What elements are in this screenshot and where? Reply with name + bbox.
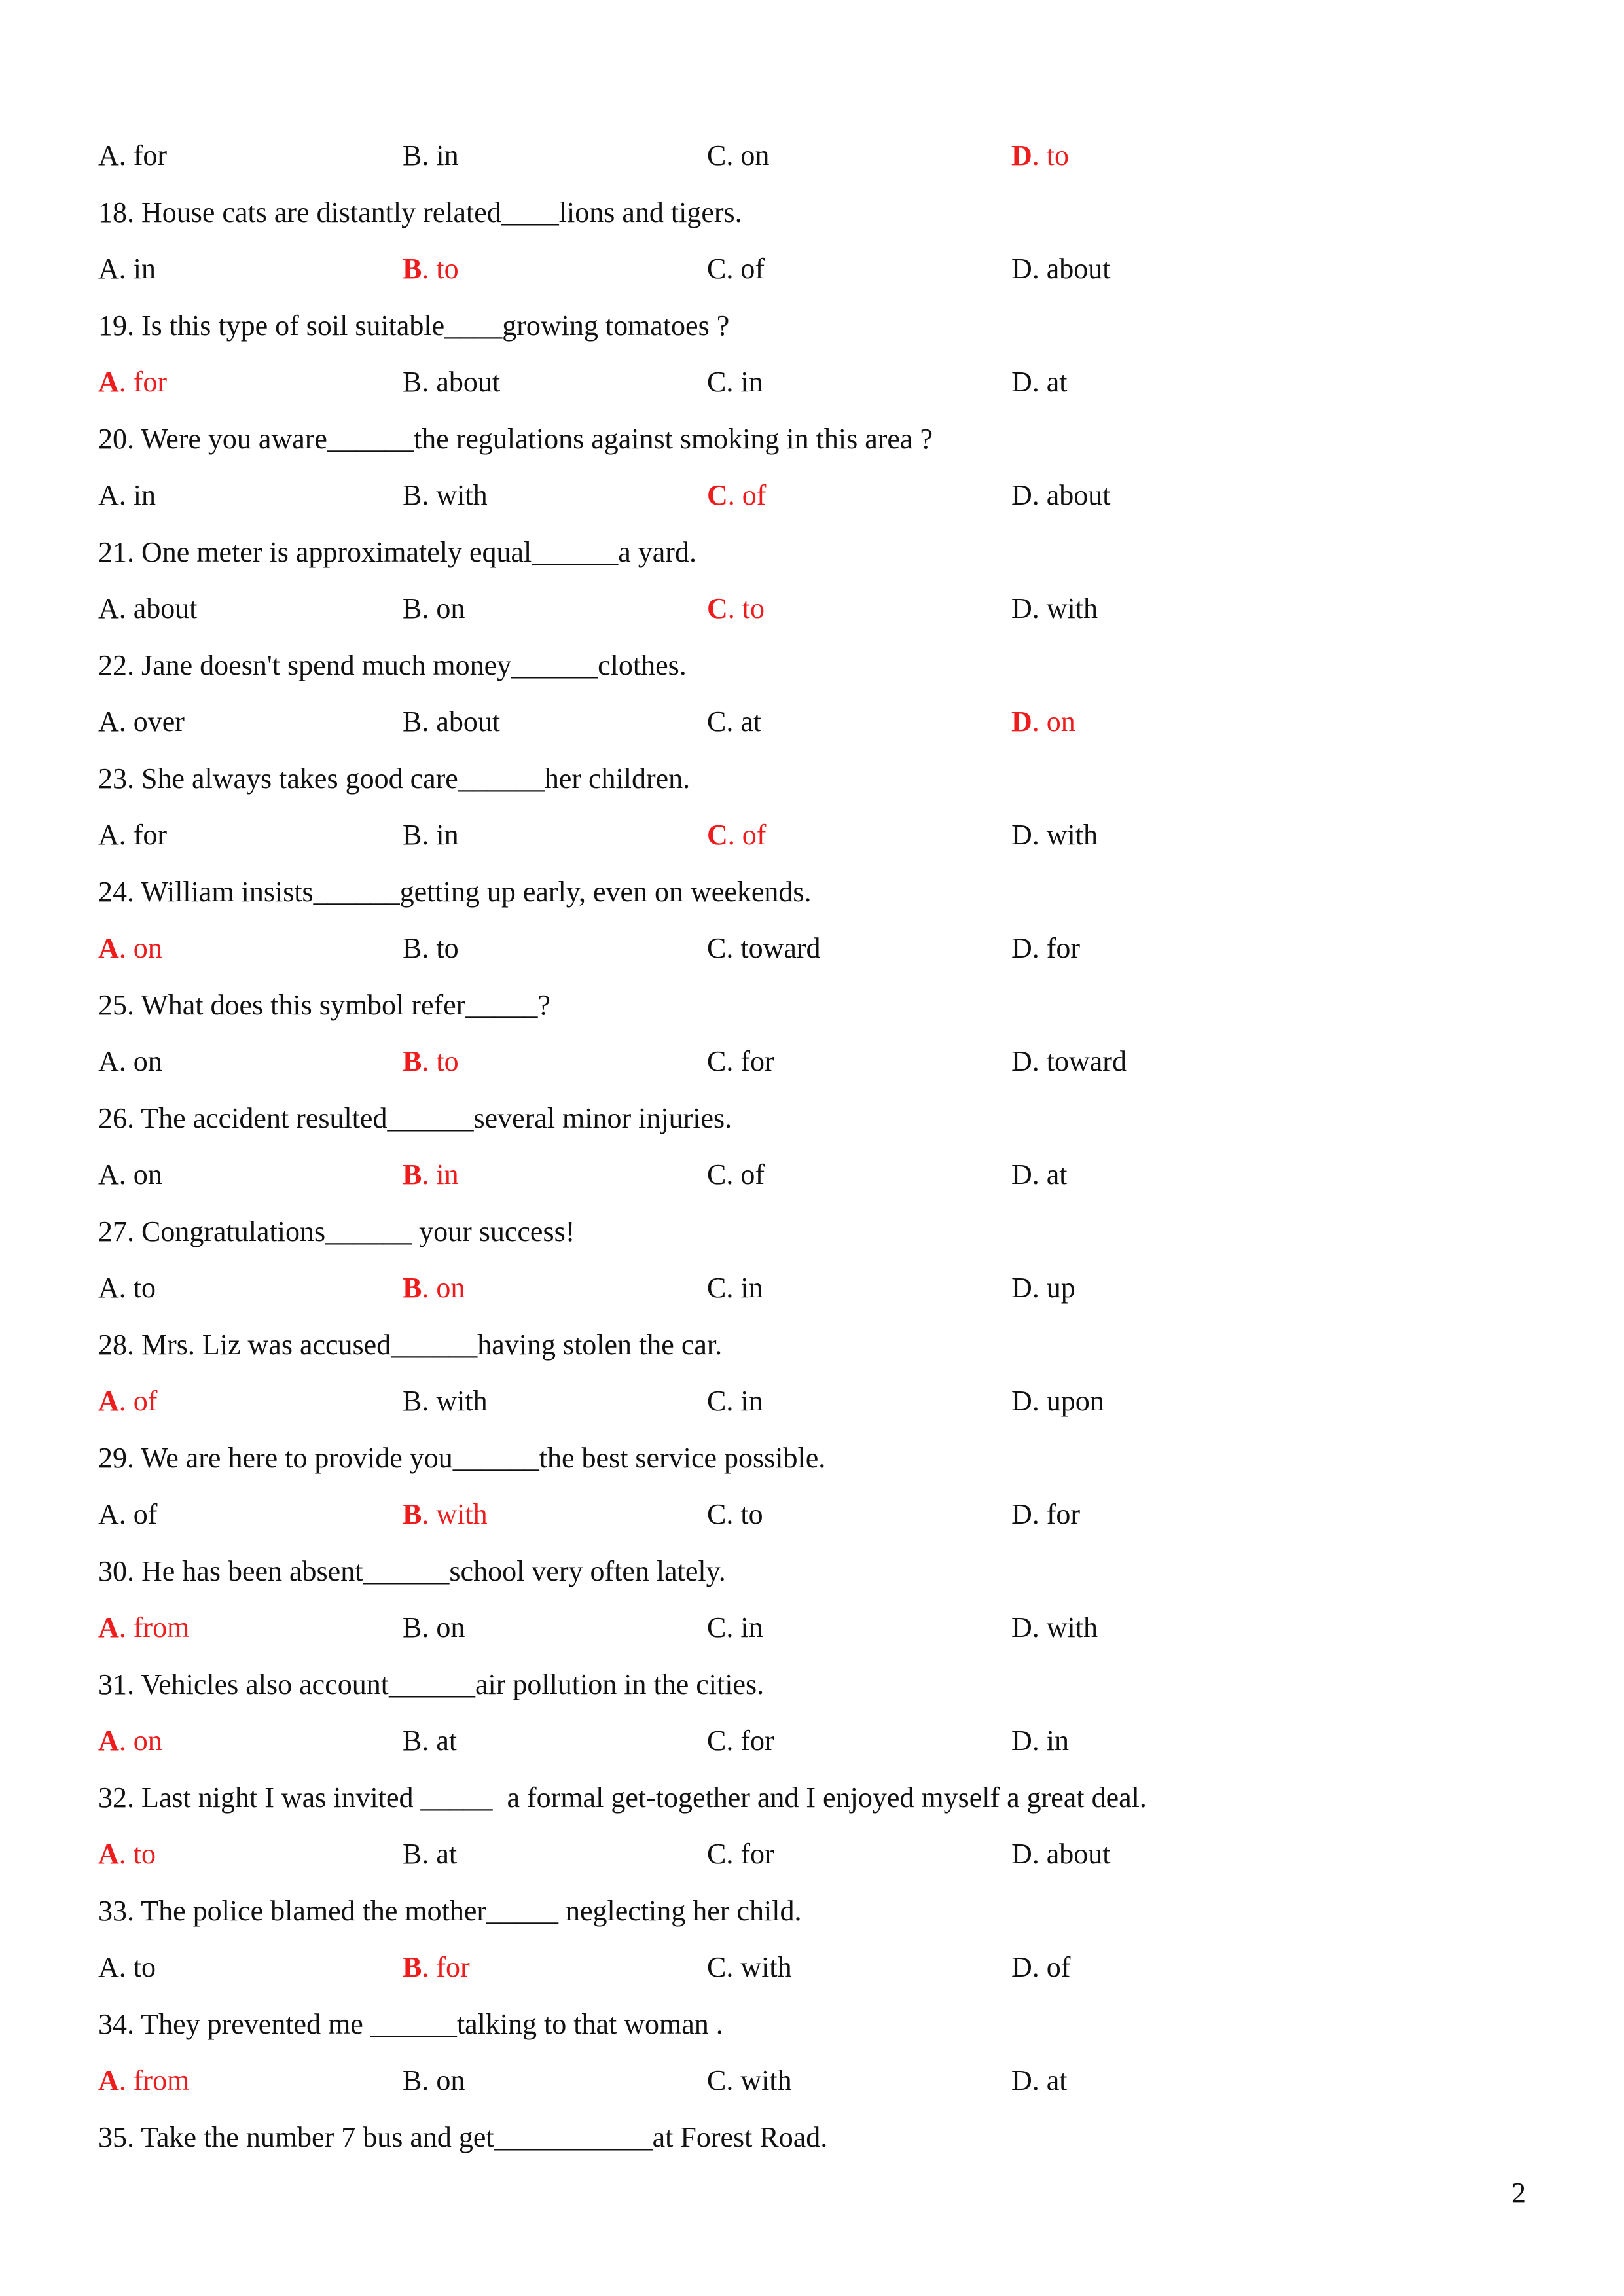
question-tail: ? bbox=[537, 988, 550, 1021]
option-b: B. in bbox=[403, 139, 459, 171]
option-c: C. for bbox=[707, 1725, 774, 1757]
option-a: A. on bbox=[98, 1045, 162, 1077]
option-b-correct: B. with bbox=[403, 1498, 488, 1530]
question-stem: 25. What does this symbol refer bbox=[98, 988, 466, 1021]
answer-options-row bbox=[98, 581, 1525, 637]
question-tail: a yard. bbox=[618, 535, 696, 568]
question-text bbox=[98, 977, 1525, 1034]
question-tail: lions and tigers. bbox=[558, 196, 742, 228]
answer-options-row bbox=[98, 694, 1525, 751]
question-stem: 32. Last night I was invited bbox=[98, 1781, 421, 1814]
option-d: D. with bbox=[1011, 1611, 1098, 1643]
answer-options-row bbox=[98, 1600, 1525, 1657]
option-c: C. toward bbox=[707, 932, 821, 964]
answer-options-row bbox=[98, 128, 1525, 185]
option-b: B. to bbox=[403, 932, 459, 964]
question-text bbox=[98, 1657, 1525, 1713]
answer-blank: ______ bbox=[452, 1441, 539, 1474]
option-b: B. about bbox=[403, 366, 501, 398]
question-tail: at Forest Road. bbox=[652, 2121, 828, 2153]
option-c: C. in bbox=[707, 1272, 763, 1304]
question-tail: the best service possible. bbox=[539, 1441, 826, 1474]
question-text bbox=[98, 1204, 1525, 1261]
question-stem: 35. Take the number 7 bus and get bbox=[98, 2121, 494, 2153]
question-tail: a formal get-together and I enjoyed myself a great deal. bbox=[492, 1781, 1147, 1814]
question-text bbox=[98, 751, 1525, 808]
answer-blank: _____ bbox=[486, 1894, 559, 1927]
answer-options-row bbox=[98, 1939, 1525, 1996]
question-tail: clothes. bbox=[598, 649, 687, 681]
answer-blank: ______ bbox=[458, 762, 545, 795]
option-a: A. for bbox=[98, 819, 168, 851]
option-b-correct: B. for bbox=[403, 1951, 470, 1983]
answer-blank: ______ bbox=[387, 1102, 474, 1134]
question-stem: 23. She always takes good care bbox=[98, 762, 458, 795]
question-tail: having stolen the car. bbox=[477, 1328, 723, 1361]
question-tail: school very often lately. bbox=[449, 1554, 726, 1587]
option-c-correct: C. of bbox=[707, 819, 767, 851]
question-text bbox=[98, 1430, 1525, 1487]
option-a: A. about bbox=[98, 592, 198, 624]
option-c: C. in bbox=[707, 366, 763, 398]
question-stem: 18. House cats are distantly related bbox=[98, 196, 501, 228]
option-b: B. with bbox=[403, 1385, 488, 1417]
option-d-correct: D. on bbox=[1011, 706, 1075, 738]
option-d: D. in bbox=[1011, 1725, 1070, 1757]
option-d: D. of bbox=[1011, 1951, 1071, 1983]
option-c: C. with bbox=[707, 1951, 792, 1983]
option-d: D. at bbox=[1011, 1158, 1068, 1191]
question-stem: 28. Mrs. Liz was accused bbox=[98, 1328, 391, 1361]
option-b: B. on bbox=[403, 592, 465, 624]
option-c-correct: C. to bbox=[707, 592, 765, 624]
answer-options-row bbox=[98, 1147, 1525, 1204]
option-c: C. on bbox=[707, 139, 770, 171]
option-b-correct: B. to bbox=[403, 1045, 459, 1077]
answer-options-row bbox=[98, 1826, 1525, 1883]
answer-blank: ____ bbox=[501, 196, 559, 228]
option-b: B. with bbox=[403, 479, 488, 511]
worksheet-page bbox=[98, 128, 1525, 2166]
question-stem: 33. The police blamed the mother bbox=[98, 1894, 487, 1927]
option-a: A. over bbox=[98, 706, 185, 738]
answer-blank: ______ bbox=[363, 1554, 450, 1587]
question-stem: 31. Vehicles also account bbox=[98, 1668, 389, 1700]
answer-blank: ______ bbox=[511, 649, 598, 681]
option-d: D. for bbox=[1011, 1498, 1081, 1530]
question-stem: 30. He has been absent bbox=[98, 1554, 363, 1587]
answer-blank: ______ bbox=[388, 1668, 475, 1700]
answer-options-row bbox=[98, 354, 1525, 411]
question-stem: 34. They prevented me _ bbox=[98, 2007, 385, 2040]
question-text bbox=[98, 185, 1525, 242]
option-c: C. for bbox=[707, 1838, 774, 1870]
option-d: D. upon bbox=[1011, 1385, 1104, 1417]
question-list bbox=[98, 185, 1525, 2166]
question-tail: growing tomatoes ? bbox=[502, 309, 730, 342]
answer-options-row bbox=[98, 1373, 1525, 1430]
option-c: C. with bbox=[707, 2064, 792, 2096]
option-a-correct: A. on bbox=[98, 1725, 162, 1757]
question-text bbox=[98, 1317, 1525, 1374]
option-d: D. with bbox=[1011, 592, 1098, 624]
option-a: A. of bbox=[98, 1498, 158, 1530]
option-a: A. on bbox=[98, 1158, 162, 1191]
answer-blank: _____ bbox=[420, 1781, 493, 1814]
question-stem: 26. The accident resulted bbox=[98, 1102, 388, 1134]
answer-options-row bbox=[98, 467, 1525, 524]
answer-blank: _____ bbox=[325, 1215, 398, 1247]
answer-options-row bbox=[98, 920, 1525, 977]
question-text bbox=[98, 1996, 1525, 2053]
option-b: B. on bbox=[403, 1611, 465, 1643]
question-tail: her children. bbox=[544, 762, 691, 795]
option-d: D. at bbox=[1011, 2064, 1068, 2096]
option-a: A. in bbox=[98, 253, 156, 285]
option-a-correct: A. on bbox=[98, 932, 162, 964]
question-stem: 27. Congratulations bbox=[98, 1215, 326, 1247]
option-c: C. in bbox=[707, 1385, 763, 1417]
page-number: 2 bbox=[1511, 2177, 1526, 2209]
answer-blank: ___________ bbox=[494, 2121, 653, 2153]
answer-blank: ______ bbox=[327, 422, 414, 455]
question-stem: 22. Jane doesn't spend much money bbox=[98, 649, 512, 681]
question-stem: 20. Were you aware bbox=[98, 422, 327, 455]
option-d: D. about bbox=[1011, 253, 1111, 285]
option-a-correct: A. to bbox=[98, 1838, 156, 1870]
question-tail: talking to that woman . bbox=[456, 2007, 723, 2040]
option-a-correct: A. from bbox=[98, 1611, 190, 1643]
option-c: C. at bbox=[707, 706, 762, 738]
question-text bbox=[98, 1883, 1525, 1940]
answer-options-row bbox=[98, 241, 1525, 298]
option-a-correct: A. of bbox=[98, 1385, 158, 1417]
option-d-correct: D. to bbox=[1011, 139, 1070, 171]
option-d: D. for bbox=[1011, 932, 1081, 964]
option-b: B. at bbox=[403, 1725, 458, 1757]
question-stem: 24. William insists bbox=[98, 875, 314, 908]
option-a: A. for bbox=[98, 139, 168, 171]
answer-blank: _____ bbox=[465, 988, 538, 1021]
question-tail: air pollution in the cities. bbox=[475, 1668, 765, 1700]
question-tail: _ your success! bbox=[397, 1215, 575, 1247]
option-c: C. for bbox=[707, 1045, 774, 1077]
option-c: C. of bbox=[707, 253, 765, 285]
option-d: D. at bbox=[1011, 366, 1068, 398]
question-text bbox=[98, 524, 1525, 581]
option-c-correct: C. of bbox=[707, 479, 767, 511]
option-c: C. of bbox=[707, 1158, 765, 1191]
answer-options-row bbox=[98, 1713, 1525, 1770]
question-text bbox=[98, 1770, 1525, 1827]
option-c: C. to bbox=[707, 1498, 763, 1530]
question-text bbox=[98, 864, 1525, 921]
option-c: C. in bbox=[707, 1611, 763, 1643]
question-tail: neglecting her child. bbox=[558, 1894, 802, 1927]
option-d: D. about bbox=[1011, 479, 1111, 511]
option-b: B. on bbox=[403, 2064, 465, 2096]
option-a: A. to bbox=[98, 1272, 156, 1304]
question-stem: 19. Is this type of soil suitable bbox=[98, 309, 445, 342]
option-b: B. at bbox=[403, 1838, 458, 1870]
answer-blank: ______ bbox=[391, 1328, 478, 1361]
option-a: A. in bbox=[98, 479, 156, 511]
option-a-correct: A. for bbox=[98, 366, 168, 398]
answer-options-row bbox=[98, 1033, 1525, 1090]
answer-options-row bbox=[98, 2053, 1525, 2109]
question-text bbox=[98, 1090, 1525, 1147]
answer-options-row bbox=[98, 807, 1525, 864]
question-text bbox=[98, 298, 1525, 355]
option-d: D. about bbox=[1011, 1838, 1111, 1870]
answer-blank: ______ bbox=[313, 875, 400, 908]
option-d: D. with bbox=[1011, 819, 1098, 851]
question-stem: 29. We are here to provide you bbox=[98, 1441, 453, 1474]
option-a-correct: A. from bbox=[98, 2064, 190, 2096]
answer-options-row bbox=[98, 1486, 1525, 1543]
option-a: A. to bbox=[98, 1951, 156, 1983]
question-text bbox=[98, 1543, 1525, 1600]
question-stem: 21. One meter is approximately equal bbox=[98, 535, 532, 568]
question-text bbox=[98, 411, 1525, 468]
question-text bbox=[98, 2109, 1525, 2166]
answer-blank: ____ bbox=[444, 309, 503, 342]
answer-blank: ______ bbox=[532, 535, 619, 568]
option-d: D. toward bbox=[1011, 1045, 1127, 1077]
question-tail: several minor injuries. bbox=[473, 1102, 732, 1134]
option-b: B. in bbox=[403, 819, 459, 851]
option-b-correct: B. on bbox=[403, 1272, 465, 1304]
option-b: B. about bbox=[403, 706, 501, 738]
question-tail: the regulations against smoking in this area ? bbox=[413, 422, 933, 455]
question-text bbox=[98, 637, 1525, 694]
option-d: D. up bbox=[1011, 1272, 1075, 1304]
answer-blank: _____ bbox=[384, 2007, 457, 2040]
question-tail: getting up early, even on weekends. bbox=[399, 875, 812, 908]
option-b-correct: B. to bbox=[403, 253, 459, 285]
option-b-correct: B. in bbox=[403, 1158, 459, 1191]
answer-options-row bbox=[98, 1260, 1525, 1317]
